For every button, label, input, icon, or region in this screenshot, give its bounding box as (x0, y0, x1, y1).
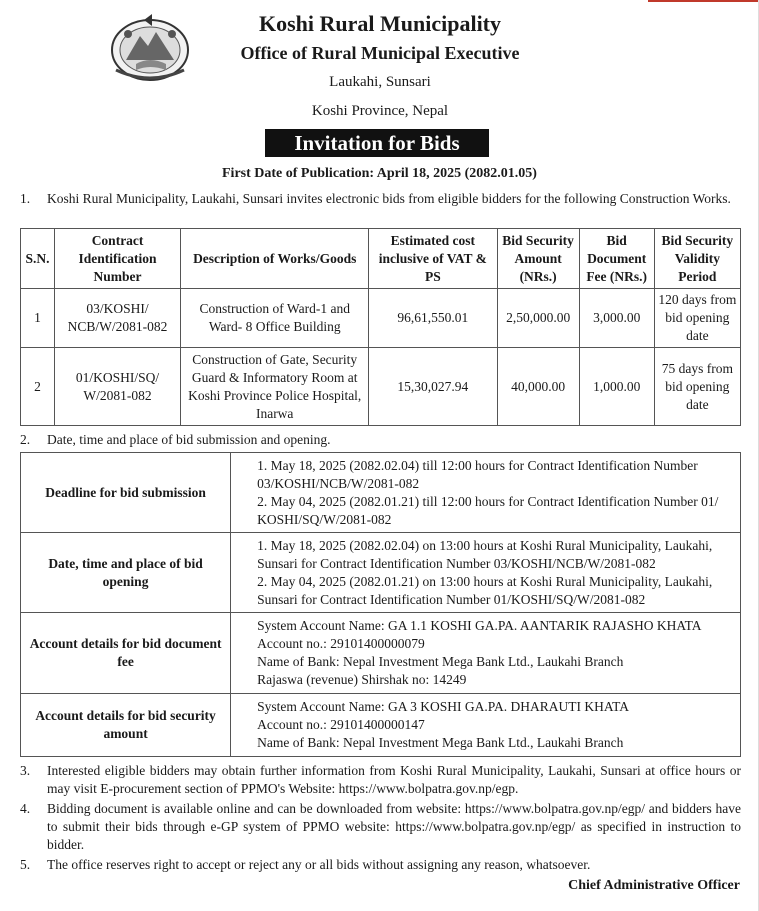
office-place: Laukahi, Sunsari (329, 74, 431, 90)
detail-line: Name of Bank: Nepal Investment Mega Bank Ltd., Laukahi Branch (257, 654, 624, 669)
table-cell: 75 days from bid opening date (654, 348, 740, 426)
letterhead (200, 10, 560, 122)
row-label: Deadline for bid submission (21, 453, 231, 533)
table-cell: 03/KOSHI/ NCB/W/2081-082 (54, 289, 180, 348)
paragraph-4 (20, 800, 741, 854)
invitation-banner: Invitation for Bids (265, 129, 489, 157)
table-cell: 2 (21, 348, 55, 426)
row-value (231, 533, 741, 613)
detail-line: 1. May 18, 2025 (2082.02.04) on 13:00 hours at Koshi Rural Municipality, Laukahi, Sunsari for Contract Identification Number 03/KOSHI/NCB/W/2081-082 (257, 537, 713, 571)
paragraph-number: 2. (20, 432, 31, 447)
row-value (231, 453, 741, 533)
corner-mark (648, 0, 758, 2)
table-row (21, 533, 741, 613)
table-cell: 2,50,000.00 (497, 289, 579, 348)
column-header: S.N. (21, 229, 55, 289)
detail-line: 2. May 04, 2025 (2082.01.21) till 12:00 hours for Contract Identification Number 01/ KOSHI/SQ/W/2081-082 (257, 493, 719, 527)
table-row (21, 694, 741, 757)
table-row (21, 453, 741, 533)
paragraph-number: 5. (20, 857, 31, 872)
details-table (20, 452, 741, 757)
paragraph-5 (20, 856, 741, 874)
table-row (21, 348, 741, 426)
office-province: Koshi Province, Nepal (311, 103, 449, 119)
detail-line: Account no.: 29101400000147 (257, 717, 425, 732)
table-cell: 01/KOSHI/SQ/ W/2081-082 (54, 348, 180, 426)
paragraph-number: 4. (20, 801, 31, 816)
row-label: Account details for bid document fee (21, 613, 231, 694)
table-cell: 96,61,550.01 (369, 289, 497, 348)
detail-line: Rajaswa (revenue) Shirshak no: 14249 (257, 672, 467, 687)
paragraph-number: 1. (20, 191, 31, 206)
paragraph-text: Koshi Rural Municipality, Laukahi, Sunsari invites electronic bids from eligible bidders for the following Construction Works. (47, 191, 731, 206)
office-name: Office of Rural Municipal Executive (240, 43, 520, 63)
table-cell: Construction of Ward-1 and Ward- 8 Office Building (181, 289, 369, 348)
paragraph-text: Interested eligible bidders may obtain further information from Koshi Rural Municipality, Laukahi, Sunsari at office hours or may visit E-procurement section of PPMO's Website: https://www.bolpatra.gov.np/egp. (47, 763, 741, 796)
paragraph-text: The office reserves right to accept or reject any or all bids without assigning any reason, whatsoever. (47, 857, 591, 872)
detail-line: System Account Name: GA 1.1 KOSHI GA.PA. AANTARIK RAJASHO KHATA (257, 618, 702, 633)
column-header: Bid Security Amount (NRs.) (497, 229, 579, 289)
nepal-emblem-icon (108, 12, 192, 84)
table-cell: 120 days from bid opening date (654, 289, 740, 348)
column-header: Description of Works/Goods (181, 229, 369, 289)
column-header: Bid Document Fee (NRs.) (579, 229, 654, 289)
publication-date: First Date of Publication: April 18, 2025 (2082.01.05) (222, 166, 537, 181)
table-cell: Construction of Gate, Security Guard & Informatory Room at Koshi Province Police Hospital, Inarwa (181, 348, 369, 426)
table-cell: 1 (21, 289, 55, 348)
paragraph-1 (20, 190, 741, 208)
signature: Chief Administrative Officer (568, 878, 740, 893)
column-header: Estimated cost inclusive of VAT & PS (369, 229, 497, 289)
table-cell: 3,000.00 (579, 289, 654, 348)
detail-line: 2. May 04, 2025 (2082.01.21) on 13:00 hours at Koshi Rural Municipality, Laukahi, Sunsari for Contract Identification Number 01/KOSHI/SQ/W/2081-082 (257, 573, 713, 607)
paragraph-text: Date, time and place of bid submission and opening. (47, 432, 331, 447)
paragraph-3 (20, 762, 741, 798)
detail-line: Name of Bank: Nepal Investment Mega Bank Ltd., Laukahi Branch (257, 735, 624, 750)
table-row (21, 613, 741, 694)
table-row (21, 289, 741, 348)
column-header: Contract Identification Number (54, 229, 180, 289)
row-value (231, 694, 741, 757)
table-cell: 40,000.00 (497, 348, 579, 426)
row-label: Date, time and place of bid opening (21, 533, 231, 613)
detail-line: 1. May 18, 2025 (2082.02.04) till 12:00 hours for Contract Identification Number 03/KOSHI/NCB/W/2081-082 (257, 457, 698, 491)
table-header-row (21, 229, 741, 289)
detail-line: Account no.: 29101400000079 (257, 636, 425, 651)
municipality-name: Koshi Rural Municipality (258, 11, 502, 36)
paragraph-number: 3. (20, 763, 31, 778)
column-header: Bid Security Validity Period (654, 229, 740, 289)
table-cell: 15,30,027.94 (369, 348, 497, 426)
row-label: Account details for bid security amount (21, 694, 231, 757)
paragraph-2 (20, 431, 741, 449)
detail-line: System Account Name: GA 3 KOSHI GA.PA. DHARAUTI KHATA (257, 699, 630, 714)
bid-table (20, 228, 741, 426)
row-value (231, 613, 741, 694)
table-cell: 1,000.00 (579, 348, 654, 426)
paragraph-text: Bidding document is available online and can be downloaded from website: https://www.bolpatra.gov.np/egp/ and bidders have to submit their bids through e-GP system of PPMO website: https://www.bolpatra.gov.np/egp/ as specified in instruction to bidder. (47, 801, 741, 852)
